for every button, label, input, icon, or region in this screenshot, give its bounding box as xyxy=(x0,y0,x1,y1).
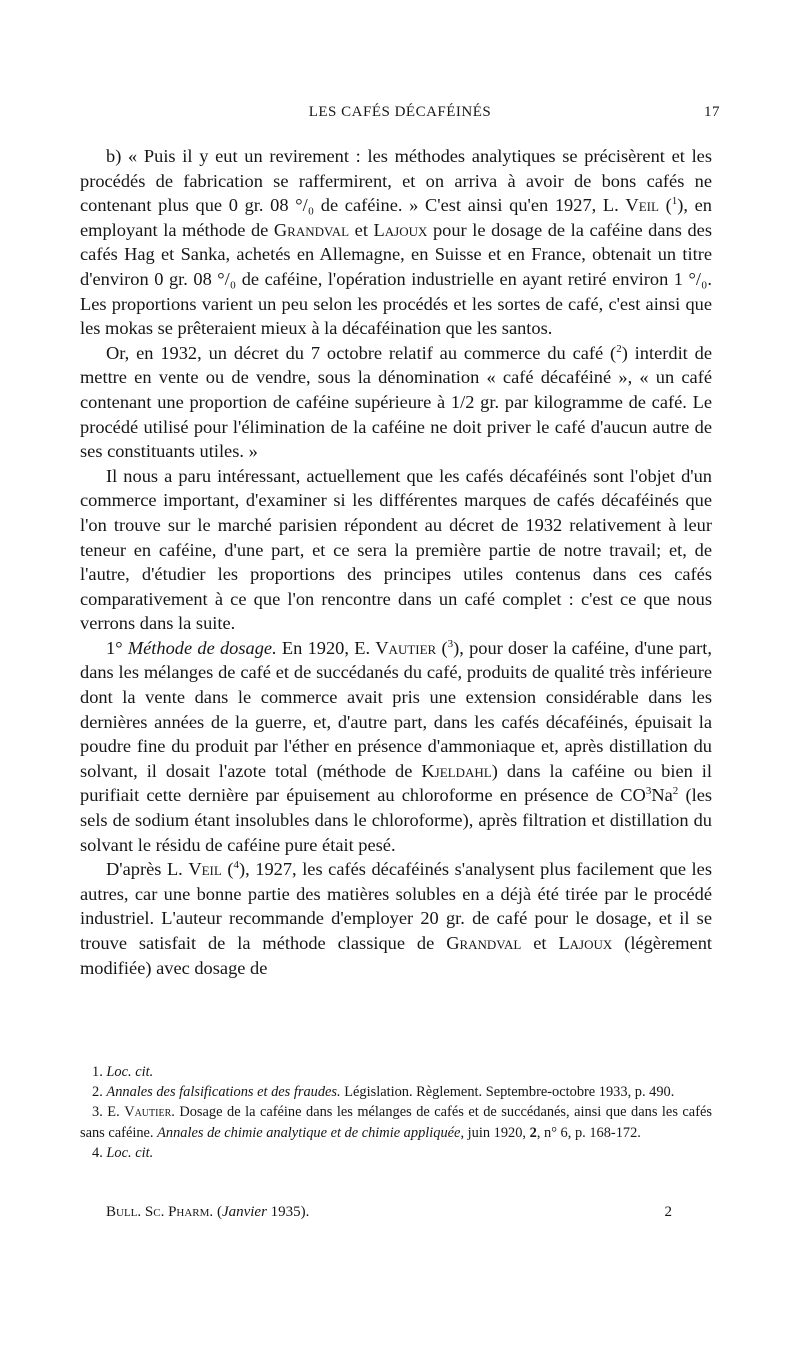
running-head xyxy=(80,104,720,128)
p5-text-d: et xyxy=(521,933,559,953)
footnote-4-text: Loc. cit. xyxy=(106,1144,154,1161)
p5-text-b: ( xyxy=(221,859,234,880)
p5-text-e: (légèrement modifiée) avec dosage de xyxy=(80,933,713,978)
running-title: LES CAFÉS DÉCAFÉINÉS xyxy=(308,104,492,120)
p2-text-a: Or, en 1932, un décret du 7 octobre relatif au commerce du café ( xyxy=(106,342,617,363)
author-kjeldahl: Kjeldahl xyxy=(421,760,492,781)
author-lajoux: Lajoux xyxy=(373,219,428,240)
paragraph-2 xyxy=(80,341,712,464)
section-number: 1° xyxy=(106,637,123,658)
page-number: 17 xyxy=(704,104,720,120)
journal-paren-open: ( xyxy=(216,1204,222,1220)
body-text xyxy=(80,144,712,980)
formula-sub-1: 3 xyxy=(645,785,652,798)
footnotes xyxy=(80,1062,712,1163)
p4-text-e: (les sels de sodium étant insolubles dans le chloroforme), après filtration et distillation du solvant le résidu de caféine pure était pesé. xyxy=(80,785,713,855)
footnote-3-journal: Annales de chimie analytique et de chimie appliquée xyxy=(157,1124,461,1141)
p5-text-c: ), 1927, les cafés décaféinés s'analysent plus facilement que les autres, car une bonne partie des matières solubles en a déjà été tirée par le procédé industriel. L'auteur recommande d'employer 20 gr. de café pour le dosage, et il se trouve satisfait de la méthode classique de xyxy=(80,859,712,953)
p1-text-e: pour le dosage de la caféine dans des cafés Hag et Sanka, achetés en Allemagne, en Suisse et en France, obtenait un titre d'environ 0 gr. 08 °/₀ de caféine, l'opération industrielle en ayant retiré environ 1 °/₀. Les proportions varient un peu selon les procédés et les sortes de café, c'est ainsi que les mokas se prêteraient mieux à la décaféination que les santos. xyxy=(80,219,712,339)
sheet-number: 2 xyxy=(664,1204,672,1220)
journal-paren-close: ). xyxy=(300,1204,310,1220)
footnote-3-text-c: , juin 1920, xyxy=(460,1124,530,1141)
footnote-1-text: Loc. cit. xyxy=(106,1064,154,1080)
paragraph-4 xyxy=(80,636,712,857)
p1-text-d: et xyxy=(349,219,374,240)
footer xyxy=(80,1204,712,1226)
footnote-2 xyxy=(80,1082,712,1102)
author-grandval: Grandval xyxy=(273,219,350,240)
author-lajoux-2: Lajoux xyxy=(558,933,613,953)
footnote-1 xyxy=(80,1062,712,1082)
paragraph-1 xyxy=(80,144,712,341)
p4-text-a: En 1920, E. xyxy=(276,637,376,658)
p4-text-b: ( xyxy=(436,637,448,658)
footnote-3-text-b: . Dosage de la caféine dans les mélanges de cafés et de succédanés, ainsi que dans les cafés sans caféine. xyxy=(80,1104,712,1141)
section-heading: Méthode de dosage. xyxy=(127,637,277,658)
author-grandval-2: Grandval xyxy=(446,933,522,953)
footnote-3-text-a: E. xyxy=(107,1104,125,1121)
footnote-3-num: 3. xyxy=(92,1104,103,1121)
p1-text-c: ), en employant la méthode de xyxy=(80,195,712,240)
journal-pharm: Pharm. xyxy=(168,1204,214,1220)
footnote-4 xyxy=(80,1143,712,1163)
footnote-ref-4: 4 xyxy=(233,859,239,872)
p1-text-a: b) « Puis il y eut un revirement : les méthodes analytiques se précisèrent et les procédés de fabrication se raffermirent, et on arriva à avoir de bons cafés ne contenant plus que 0 gr. 08 °/₀ de caféine. » C'est ainsi qu'en 1927, L. xyxy=(80,146,712,216)
footnote-4-num: 4. xyxy=(92,1144,103,1161)
formula-sub-2: 2 xyxy=(672,785,679,798)
footnote-3 xyxy=(80,1102,712,1142)
p4-text-d: ) dans la caféine ou bien il purifiait cette dernière par épuisement au chloroforme en présence de CO xyxy=(80,760,713,806)
footnote-ref-2: 2 xyxy=(616,342,622,355)
journal-citation xyxy=(106,1204,309,1221)
author-veil: Veil xyxy=(625,195,659,216)
journal-month: Janvier xyxy=(221,1204,267,1220)
footnote-2-num: 2. xyxy=(92,1084,103,1101)
footnote-1-num: 1. xyxy=(92,1064,103,1080)
journal-sc: Sc. xyxy=(144,1204,165,1220)
p5-text-a: D'après L. xyxy=(106,859,189,880)
author-veil-2: Veil xyxy=(188,859,222,880)
footnote-ref-1: 1 xyxy=(671,195,678,208)
formula-na: Na xyxy=(651,785,673,806)
paragraph-5 xyxy=(80,857,712,980)
journal-year: 1935 xyxy=(266,1204,301,1220)
footnote-3-text-d: , n° 6, p. 168-172. xyxy=(536,1124,641,1141)
journal-bull: Bull. xyxy=(106,1204,142,1220)
footnote-2-text: Législation. Règlement. Septembre-octobre 1933, p. 490. xyxy=(340,1084,675,1101)
author-vautier: Vautier xyxy=(375,637,437,658)
p1-text-b: ( xyxy=(658,195,672,216)
footnote-3-author: Vautier xyxy=(124,1104,172,1121)
p2-text-b: ) interdit de mettre en vente ou de vendre, sous la dénomination « café décaféiné », « un café contenant une proportion de caféine supérieure à 1/2 gr. par kilogramme de café. Le procédé utilisé pour l'élimination de la caféine ne doit priver le café d'aucun autre de ses constituants utiles. » xyxy=(80,342,713,462)
footnote-ref-3: 3 xyxy=(447,637,454,650)
footnote-2-journal: Annales des falsifications et des fraudes. xyxy=(106,1084,341,1101)
footnote-3-volume: 2 xyxy=(529,1124,537,1141)
p4-text-c: ), pour doser la caféine, d'une part, dans les mélanges de café et de succédanés du café, produits de qualité très inférieure dont la vente dans le commerce avait pris une extension considérable dans les dernières années de la guerre, et, d'autre part, dans les cafés décaféinés, épuisait la poudre fine du produit par l'éther en présence d'ammoniaque et, après distillation du solvant, il dosait l'azote total (méthode de xyxy=(80,637,712,781)
paragraph-3: Il nous a paru intéressant, actuellement que les cafés décaféinés sont l'objet d'un commerce important, d'examiner si les différentes marques de cafés décaféinés que l'on trouve sur le marché parisien répondent au décret de 1932 relativement à leur teneur en caféine, d'une part, et ce sera la première partie de notre travail; et, de l'autre, d'étudier les proportions des principes utiles contenus dans ces cafés comparativement à ce que l'on rencontre dans un café complet : c'est ce que nous verrons dans la suite. xyxy=(80,465,712,634)
